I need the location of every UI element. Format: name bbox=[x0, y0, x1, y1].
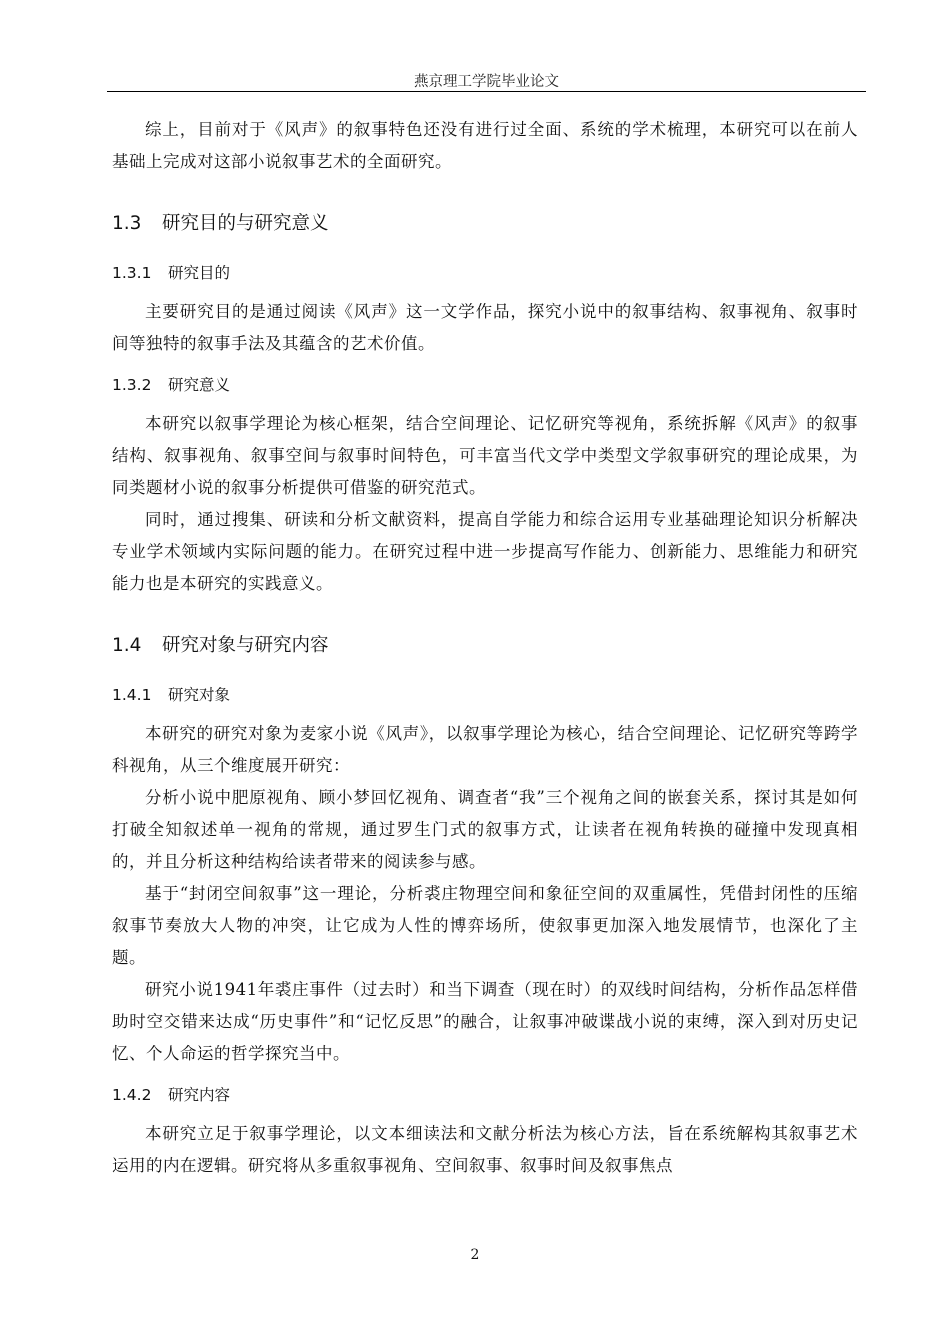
heading-1-4-2 bbox=[112, 1078, 858, 1112]
heading-title: 研究目的与研究意义 bbox=[162, 213, 329, 234]
heading-1-3 bbox=[112, 204, 858, 244]
paragraph-object-intro: 本研究的研究对象为麦家小说《风声》，以叙事学理论为核心，结合空间理论、记忆研究等跨学科视角，从三个维度展开研究： bbox=[112, 724, 858, 775]
page-number: 2 bbox=[470, 1247, 480, 1263]
heading-number: 1.3 bbox=[112, 213, 142, 234]
heading-1-3-1 bbox=[112, 256, 858, 290]
paragraph-research-content: 本研究立足于叙事学理论，以文本细读法和文献分析法为核心方法，旨在系统解构其叙事艺术运用的内在逻辑。研究将从多重叙事视角、空间叙事、叙事时间及叙事焦点 bbox=[112, 1124, 858, 1175]
heading-1-4-1 bbox=[112, 678, 858, 712]
paragraph-object-time: 研究小说1941年裘庄事件（过去时）和当下调查（现在时）的双线时间结构，分析作品怎样借助时空交错来达成“历史事件”和“记忆反思”的融合，让叙事冲破谍战小说的束缚，深入到对历史记忆、个人命运的哲学探究当中。 bbox=[112, 980, 858, 1063]
paragraph-summary: 综上，目前对于《风声》的叙事特色还没有进行过全面、系统的学术梳理，本研究可以在前人基础上完成对这部小说叙事艺术的全面研究。 bbox=[112, 120, 858, 171]
heading-1-4 bbox=[112, 626, 858, 666]
heading-number: 1.4.1 bbox=[112, 686, 152, 704]
page-header: 燕京理工学院毕业论文 bbox=[414, 74, 559, 90]
paragraph-research-purpose: 主要研究目的是通过阅读《风声》这一文学作品，探究小说中的叙事结构、叙事视角、叙事时间等独特的叙事手法及其蕴含的艺术价值。 bbox=[112, 302, 858, 353]
heading-number: 1.3.1 bbox=[112, 264, 152, 282]
heading-title: 研究意义 bbox=[168, 376, 231, 394]
heading-title: 研究内容 bbox=[168, 1086, 231, 1104]
heading-number: 1.3.2 bbox=[112, 376, 152, 394]
header-divider bbox=[107, 91, 866, 92]
heading-number: 1.4 bbox=[112, 635, 142, 656]
paragraph-significance-practice: 同时，通过搜集、研读和分析文献资料，提高自学能力和综合运用专业基础理论知识分析解决专业学术领域内实际问题的能力。在研究过程中进一步提高写作能力、创新能力、思维能力和研究能力也是本研究的实践意义。 bbox=[112, 510, 858, 593]
heading-number: 1.4.2 bbox=[112, 1086, 152, 1104]
paragraph-significance-theory: 本研究以叙事学理论为核心框架，结合空间理论、记忆研究等视角，系统拆解《风声》的叙事结构、叙事视角、叙事空间与叙事时间特色，可丰富当代文学中类型文学叙事研究的理论成果，为同类题材小说的叙事分析提供可借鉴的研究范式。 bbox=[112, 414, 858, 497]
document-body bbox=[112, 114, 858, 1182]
paragraph-object-space: 基于“封闭空间叙事”这一理论，分析裘庄物理空间和象征空间的双重属性，凭借封闭性的压缩叙事节奏放大人物的冲突，让它成为人性的博弈场所，使叙事更加深入地发展情节，也深化了主题。 bbox=[112, 884, 858, 967]
heading-title: 研究对象 bbox=[168, 686, 231, 704]
heading-title: 研究对象与研究内容 bbox=[162, 635, 329, 656]
paragraph-object-perspective: 分析小说中肥原视角、顾小梦回忆视角、调查者“我”三个视角之间的嵌套关系，探讨其是如何打破全知叙述单一视角的常规，通过罗生门式的叙事方式，让读者在视角转换的碰撞中发现真相的，并且分析这种结构给读者带来的阅读参与感。 bbox=[112, 788, 858, 871]
heading-1-3-2 bbox=[112, 368, 858, 402]
heading-title: 研究目的 bbox=[168, 264, 231, 282]
